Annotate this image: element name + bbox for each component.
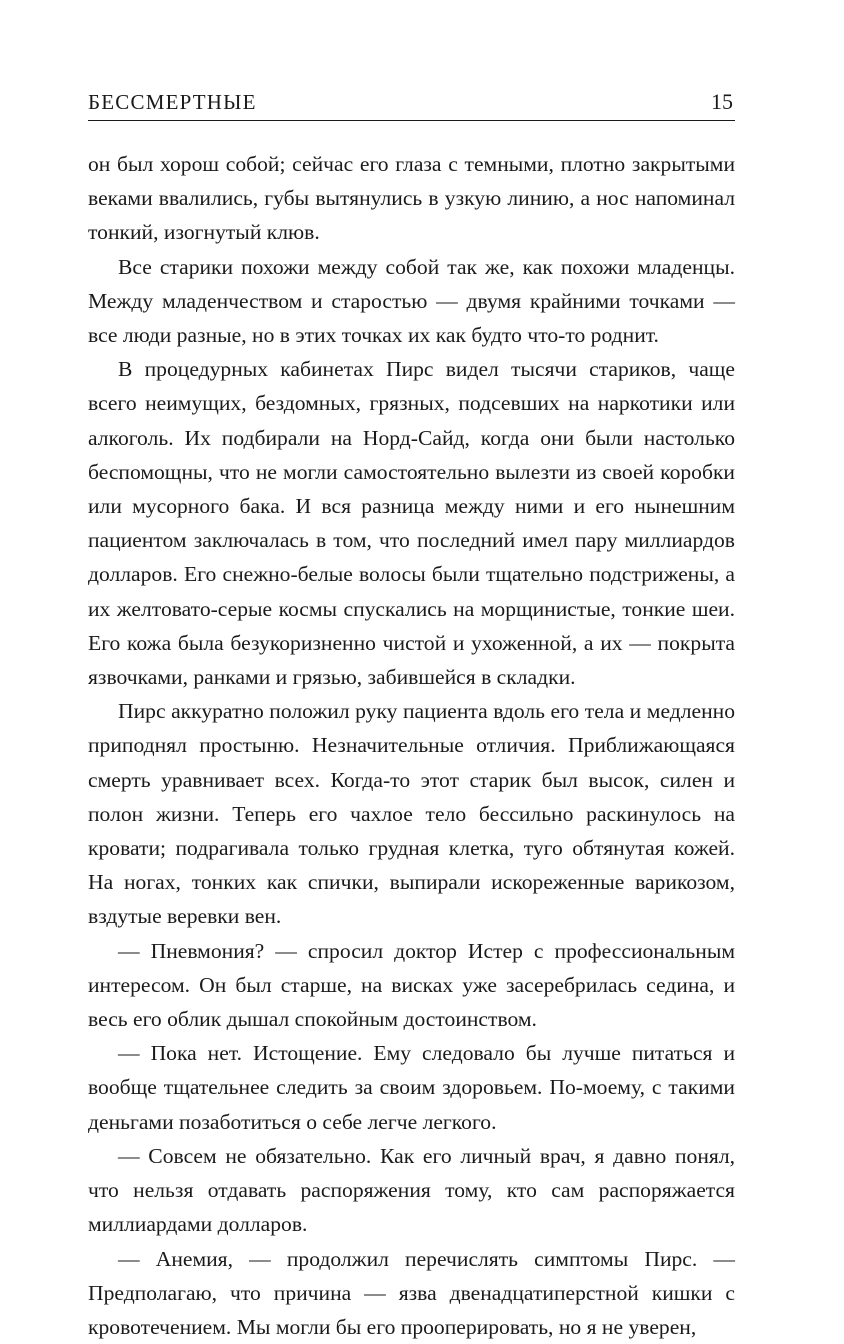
running-head <box>88 88 735 121</box>
paragraph: В процедурных кабинетах Пирс видел тысячи стариков, чаще всего неимущих, бездомных, грязных, подсевших на наркотики или алкоголь. Их подбирали на Норд-Сайд, когда они были настолько беспомощны, что не могли самостоятельно вылезти из своей коробки или мусорного бака. И вся разница между ними и его нынешним пациентом заключалась в том, что последний имел пару миллиардов долларов. Его снежно-белые волосы были тщательно подстрижены, а их желтовато-серые космы спускались на морщинистые, тонкие шеи. Его кожа была безукоризненно чистой и ухоженной, а их — покрыта язвочками, ранками и грязью, забившейся в складки. <box>88 352 735 694</box>
dialogue-paragraph: — Совсем не обязательно. Как его личный врач, я давно понял, что нельзя отдавать распоряжения тому, кто сам распоряжается миллиардами долларов. <box>88 1139 735 1242</box>
dialogue-paragraph: — Анемия, — продолжил перечислять симптомы Пирс. — Предполагаю, что причина — язва двенадцатиперстной кишки с кровотечением. Мы могли бы его прооперировать, но я не уверен, <box>88 1242 735 1344</box>
dialogue-paragraph: — Пока нет. Истощение. Ему следовало бы лучше питаться и вообще тщательнее следить за своим здоровьем. По-моему, с такими деньгами позаботиться о себе легче легкого. <box>88 1036 735 1139</box>
running-title: БЕССМЕРТНЫЕ <box>88 90 257 115</box>
paragraph: Пирс аккуратно положил руку пациента вдоль его тела и медленно приподнял простыню. Незначительные отличия. Приближающаяся смерть уравнивает всех. Когда-то этот старик был высок, силен и полон жизни. Теперь его чахлое тело бессильно раскинулось на кровати; подрагивала только грудная клетка, туго обтянутая кожей. На ногах, тонких как спички, выпирали искореженные варикозом, вздутые веревки вен. <box>88 694 735 933</box>
page-number: 15 <box>711 89 733 115</box>
text-body <box>88 147 735 1344</box>
dialogue-paragraph: — Пневмония? — спросил доктор Истер с профессиональным интересом. Он был старше, на висках уже засеребрилась седина, и весь его облик дышал спокойным достоинством. <box>88 934 735 1037</box>
paragraph-continuation: он был хорош собой; сейчас его глаза с темными, плотно закрытыми веками ввалились, губы вытянулись в узкую линию, а нос напоминал тонкий, изогнутый клюв. <box>88 147 735 250</box>
paragraph: Все старики похожи между собой так же, как похожи младенцы. Между младенчеством и старостью — двумя крайними точками — все люди разные, но в этих точках их как будто что-то роднит. <box>88 250 735 353</box>
